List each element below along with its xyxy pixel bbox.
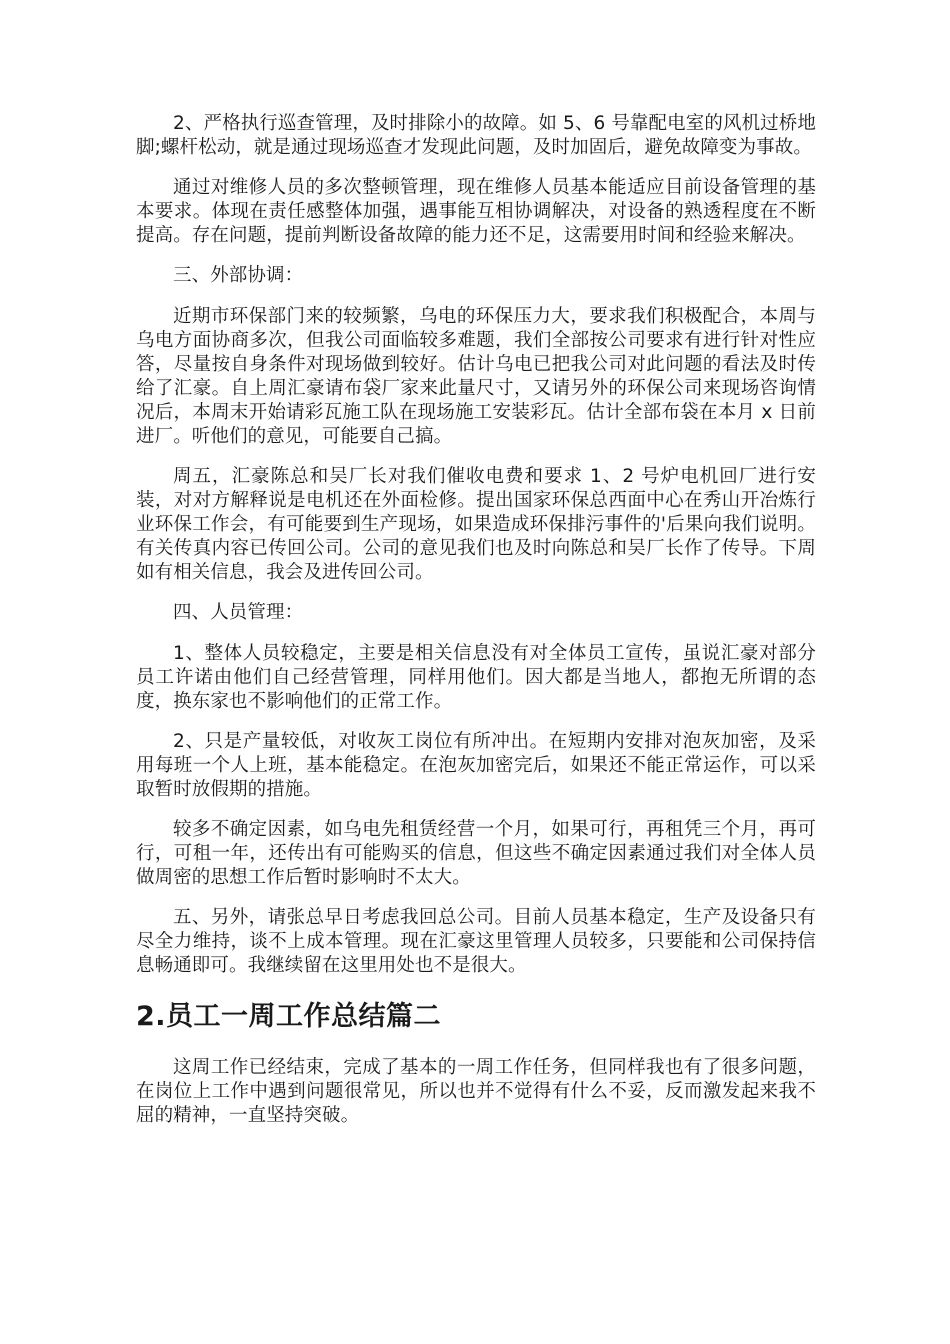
paragraph-low-output: 2、只是产量较低，对收灰工岗位有所冲出。在短期内安排对泡灰加密，及采用每班一个人上班，基本能稳定。在泡灰加密完后，如果还不能正常运作，可以采取暂时放假期的措施。 [136,731,816,800]
paragraph-patrol-management: 2、严格执行巡查管理，及时排除小的故障。如 5、6 号靠配电室的风机过桥地脚;螺杆松动，就是通过现场巡查才发现此问题，及时加固后，避免故障变为事故。 [136,113,816,158]
subheading-personnel-management: 四、人员管理： [173,602,304,623]
paragraph-return-request: 五、另外，请张总早日考虑我回总公司。目前人员基本稳定，生产及设备只有尽全力维持，谈不上成本管理。现在汇豪这里管理人员较多，只要能和公司保持信息畅通即可。我继续留在这里用处也不是很大。 [136,907,816,976]
document-body [136,112,816,1144]
paragraph-friday-meeting: 周五，汇豪陈总和吴厂长对我们催收电费和要求 1、2 号炉电机回厂进行安装，对对方解释说是电机还在外面检修。提出国家环保总西面中心在秀山开冶炼行业环保工作会，有可能要到生产现场，如果造成环保排污事件的'后果向我们说明。有关传真内容已传回公司。公司的意见我们也及时向陈总和吴厂长作了传导。下周如有相关信息，我会及进传回公司。 [136,466,816,583]
paragraph-maintenance-staff: 通过对维修人员的多次整顿管理，现在维修人员基本能适应目前设备管理的基本要求。体现在责任感整体加强，遇事能互相协调解决，对设备的熟透程度在不断提高。存在问题，提前判断设备故障的能力还不足，这需要用时间和经验来解决。 [136,177,816,246]
section-heading: 2.员工一周工作总结篇二 [136,1001,442,1032]
paragraph-weekly-summary: 这周工作已经结束，完成了基本的一周工作任务，但同样我也有了很多问题，在岗位上工作中遇到问题很常见，所以也并不觉得有什么不妥，反而激发起来我不屈的精神，一直坚持突破。 [136,1057,816,1126]
paragraph-uncertain-factors: 较多不确定因素，如乌电先租赁经营一个月，如果可行，再租凭三个月，再可行，可租一年，还传出有可能购买的信息，但这些不确定因素通过我们对全体人员做周密的思想工作后暂时影响时不太大。 [136,819,816,888]
paragraph-staff-stability: 1、整体人员较稳定，主要是相关信息没有对全体员工宣传，虽说汇豪对部分员工许诺由他们自己经营管理，同样用他们。因大都是当地人，都抱无所谓的态度，换东家也不影响他们的正常工作。 [136,643,816,712]
paragraph-environmental-pressure: 近期市环保部门来的较频繁，乌电的环保压力大，要求我们积极配合，本周与乌电方面协商多次，但我公司面临较多难题，我们全部按公司要求有进行针对性应答，尽量按自身条件对现场做到较好。估计乌电已把我公司对此问题的看法及时传给了汇豪。自上周汇豪请布袋厂家来此量尺寸，又请另外的环保公司来现场咨询情况后，本周末开始请彩瓦施工队在现场施工安装彩瓦。估计全部布袋在本月 x 日前进厂。听他们的意见，可能要自己搞。 [136,306,816,447]
subheading-external-coordination: 三、外部协调： [173,265,304,286]
